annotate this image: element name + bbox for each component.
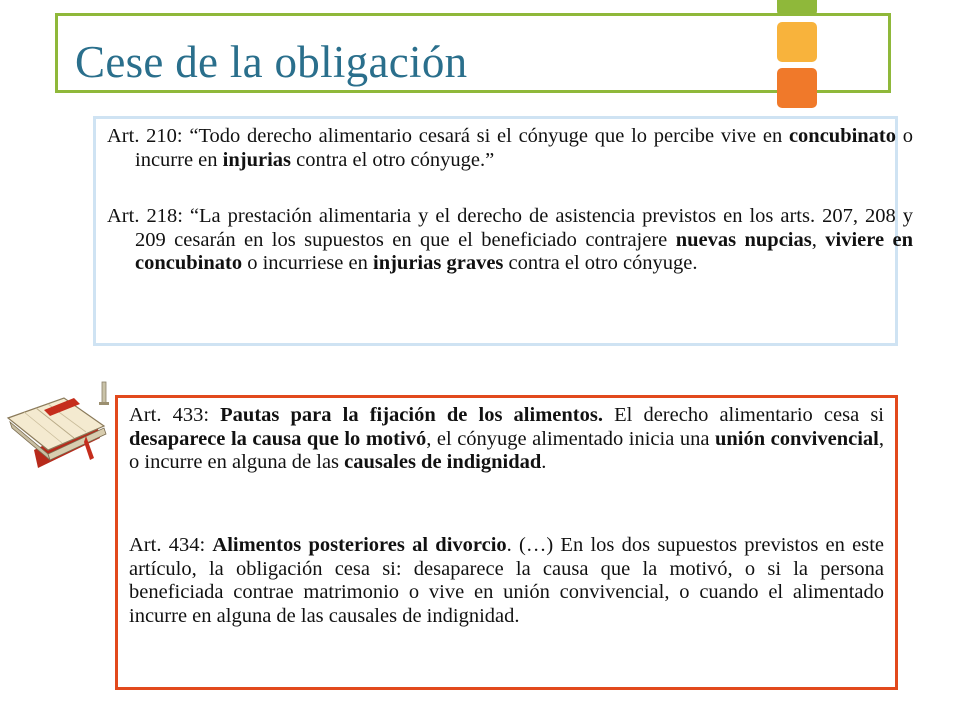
article-210 xyxy=(107,125,913,172)
bold-text: Alimentos posteriores al divorcio xyxy=(212,534,507,556)
bold-text: injurias graves xyxy=(373,252,504,274)
slide-title: Cese de la obligación xyxy=(75,37,468,87)
title-frame xyxy=(55,13,891,93)
text: o incurriese en xyxy=(242,252,373,274)
text: o incurre en xyxy=(135,125,913,171)
text: , xyxy=(811,228,826,251)
text: , el cónyuge alimentado inicia una xyxy=(426,427,715,450)
text: . xyxy=(541,451,547,473)
article-218 xyxy=(107,205,913,276)
text: Art. 210: “Todo derecho alimentario cesará si el cónyuge que lo percibe vive en xyxy=(107,125,789,147)
article-433 xyxy=(129,404,884,475)
text: Art. 433: xyxy=(129,404,221,426)
bold-text: Pautas para la fijación de los alimentos. xyxy=(220,404,603,426)
bold-text: concubinato xyxy=(788,125,897,147)
bold-text: nuevas nupcias xyxy=(675,228,812,251)
bold-text: desaparece la causa que lo motivó xyxy=(129,427,427,450)
decor-square-orange xyxy=(777,68,817,108)
article-434 xyxy=(129,534,884,628)
text: contra el otro cónyuge. xyxy=(503,252,698,274)
decor-square-green xyxy=(777,0,817,16)
text: . (…) En los dos supuestos previstos en este artículo, la obligación cesa si: desaparece la causa que la motivó, o si la persona beneficiada contrae matrimonio o vive en unión convivencial, o cuando el alimentado incurre en alguna de las causales de indignidad. xyxy=(129,534,885,627)
bold-text: viviere en concubinato xyxy=(135,228,914,274)
text: , o incurre en alguna de las xyxy=(129,427,884,473)
decor-square-yellow xyxy=(777,22,817,62)
bold-text: unión convivencial xyxy=(715,427,879,450)
bold-text: injurias xyxy=(222,148,292,171)
text: Art. 218: “La prestación alimentaria y el derecho de asistencia previstos en los arts. 207, 208 y 209 cesarán en los supuestos en que el beneficiado contrajere xyxy=(107,205,913,251)
text: Art. 434: xyxy=(129,534,213,556)
bold-text: causales de indignidad xyxy=(344,451,542,473)
open-book-with-candle-icon xyxy=(4,380,122,480)
text: El derecho alimentario cesa si xyxy=(602,404,884,426)
text: contra el otro cónyuge.” xyxy=(291,148,495,171)
